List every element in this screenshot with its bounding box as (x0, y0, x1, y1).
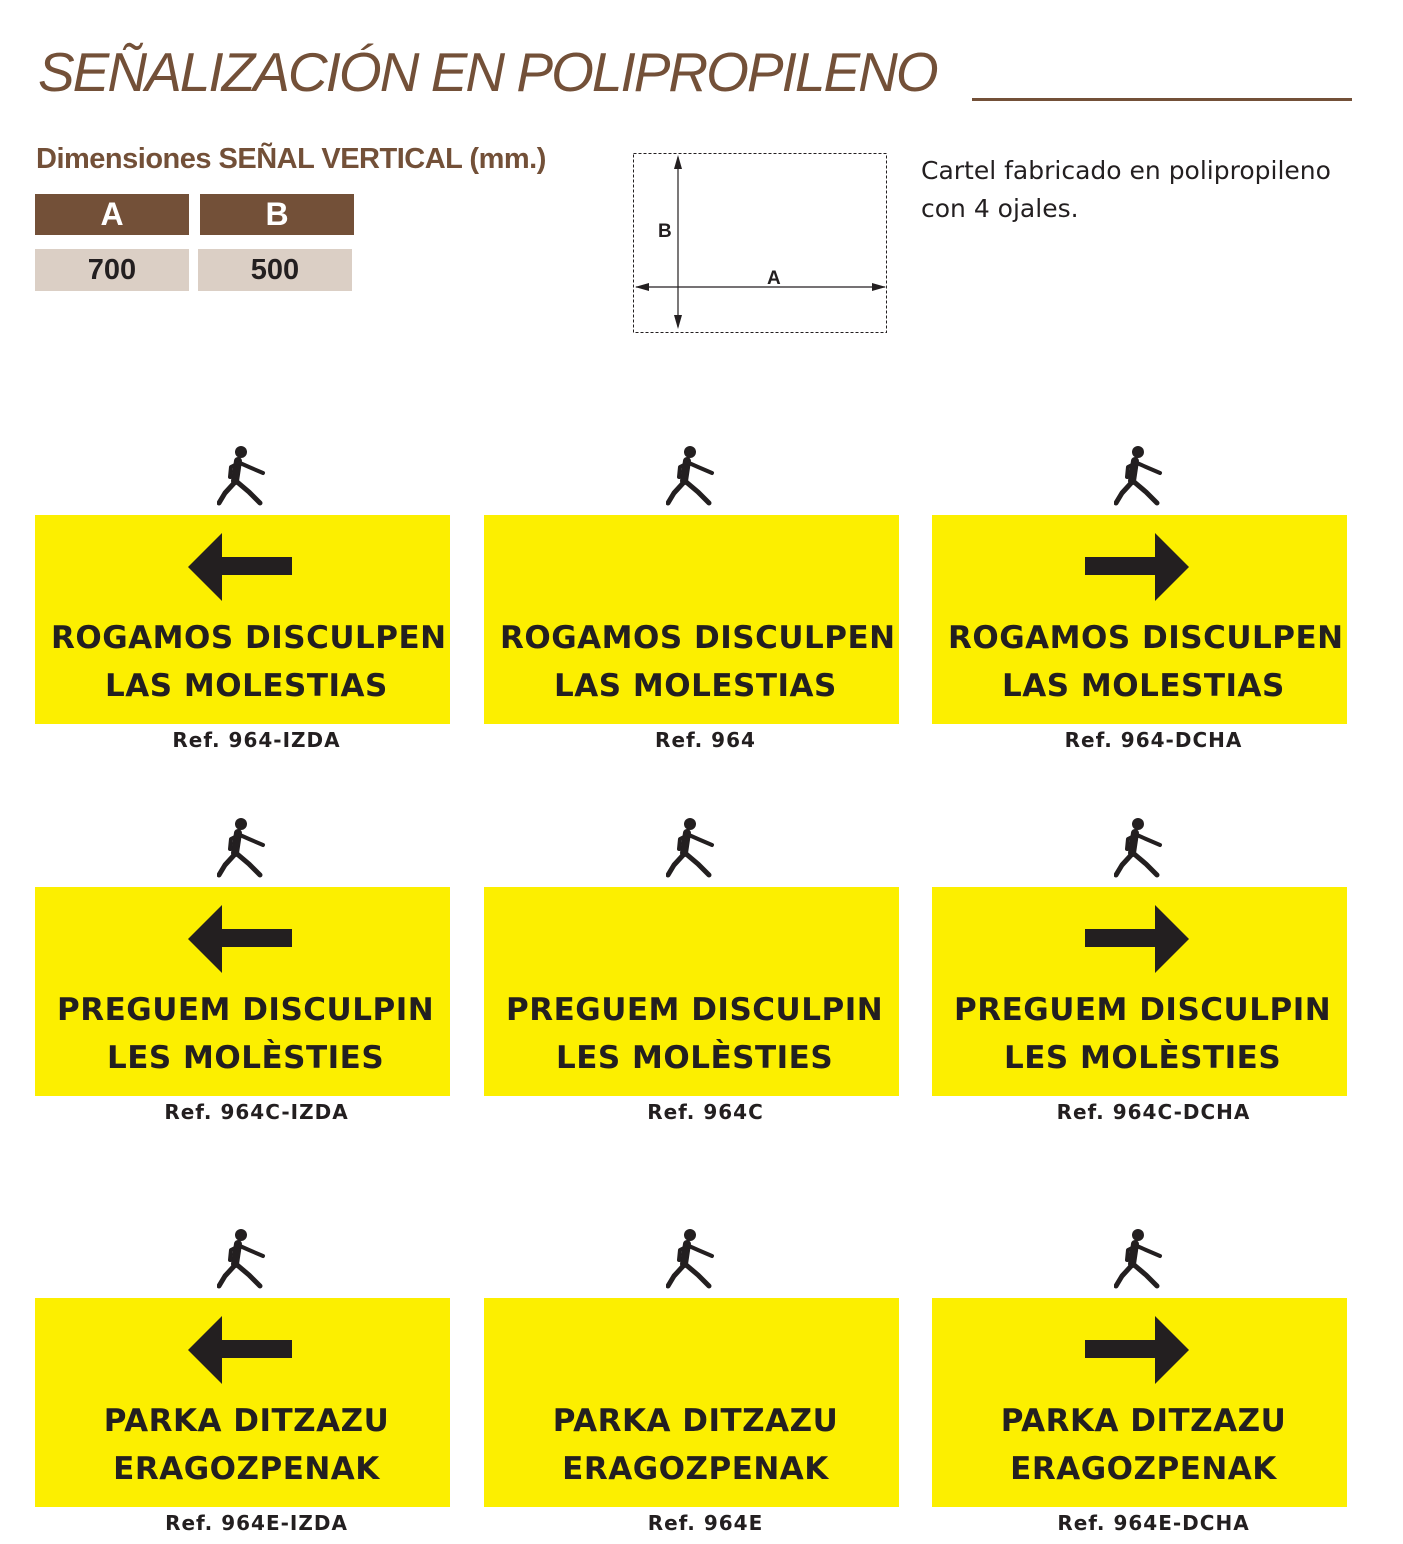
diagram-label-a: A (767, 268, 781, 289)
arrow-left-icon (188, 533, 292, 601)
pedestrian-icon (217, 445, 269, 507)
sign-6 (932, 887, 1347, 1096)
dimension-header-b: B (200, 194, 354, 235)
sign-text-line2: LES MOLÈSTIES (556, 1040, 834, 1076)
arrow-right-icon (1085, 533, 1189, 601)
sign-text-line2: LES MOLÈSTIES (107, 1040, 385, 1076)
arrow-right-icon (1085, 1316, 1189, 1384)
pedestrian-icon (666, 817, 718, 879)
sign-5 (484, 887, 899, 1096)
sign-4 (35, 887, 450, 1096)
pedestrian-icon (1114, 445, 1166, 507)
sign-reference: Ref. 964C-DCHA (1056, 1100, 1251, 1124)
sign-7 (35, 1298, 450, 1507)
pedestrian-icon (666, 445, 718, 507)
sign-1 (35, 515, 450, 724)
pedestrian-icon (217, 817, 269, 879)
arrow-left-icon (188, 905, 292, 973)
diagram-label-b: B (658, 221, 672, 242)
sign-reference: Ref. 964C (647, 1100, 764, 1124)
sign-text-line2: LAS MOLESTIAS (105, 668, 388, 704)
sign-text-line1: PREGUEM DISCULPIN (506, 992, 884, 1028)
sign-text-line1: ROGAMOS DISCULPEN (51, 620, 447, 656)
sign-reference: Ref. 964E-IZDA (165, 1511, 348, 1535)
sign-2 (484, 515, 899, 724)
sign-text-line1: PARKA DITZAZU (552, 1403, 839, 1439)
sign-text-line2: ERAGOZPENAK (113, 1451, 380, 1487)
sign-8 (484, 1298, 899, 1507)
arrow-left-icon (188, 1316, 292, 1384)
dimension-value-a: 700 (35, 249, 189, 291)
sign-text-line2: LAS MOLESTIAS (554, 668, 837, 704)
page-title: SEÑALIZACIÓN EN POLIPROPILENO (38, 41, 937, 103)
sign-text-line1: ROGAMOS DISCULPEN (500, 620, 896, 656)
pedestrian-icon (217, 1228, 269, 1290)
sign-reference: Ref. 964C-IZDA (164, 1100, 349, 1124)
sign-text-line1: PREGUEM DISCULPIN (954, 992, 1332, 1028)
sign-3 (932, 515, 1347, 724)
dimensions-title: Dimensiones SEÑAL VERTICAL (mm.) (36, 143, 546, 175)
pedestrian-icon (666, 1228, 718, 1290)
sign-text-line1: PARKA DITZAZU (1000, 1403, 1287, 1439)
sign-reference: Ref. 964-IZDA (172, 728, 341, 752)
arrow-right-icon (1085, 905, 1189, 973)
dimension-header-a: A (35, 194, 189, 235)
sign-reference: Ref. 964 (655, 728, 756, 752)
sign-reference: Ref. 964E-DCHA (1057, 1511, 1250, 1535)
sign-text-line2: LES MOLÈSTIES (1004, 1040, 1282, 1076)
sign-reference: Ref. 964E (647, 1511, 764, 1535)
sign-text-line1: PARKA DITZAZU (103, 1403, 390, 1439)
dimension-value-b: 500 (198, 249, 352, 291)
pedestrian-icon (1114, 817, 1166, 879)
sign-text-line2: LAS MOLESTIAS (1002, 668, 1285, 704)
sign-text-line2: ERAGOZPENAK (1010, 1451, 1277, 1487)
product-description: Cartel fabricado en polipropileno con 4 ojales. (921, 156, 1331, 223)
sign-text-line2: ERAGOZPENAK (562, 1451, 829, 1487)
sign-reference: Ref. 964-DCHA (1064, 728, 1243, 752)
sign-9 (932, 1298, 1347, 1507)
title-underline (972, 98, 1352, 101)
pedestrian-icon (1114, 1228, 1166, 1290)
dimension-diagram (633, 153, 889, 339)
sign-text-line1: PREGUEM DISCULPIN (57, 992, 435, 1028)
sign-text-line1: ROGAMOS DISCULPEN (948, 620, 1344, 656)
